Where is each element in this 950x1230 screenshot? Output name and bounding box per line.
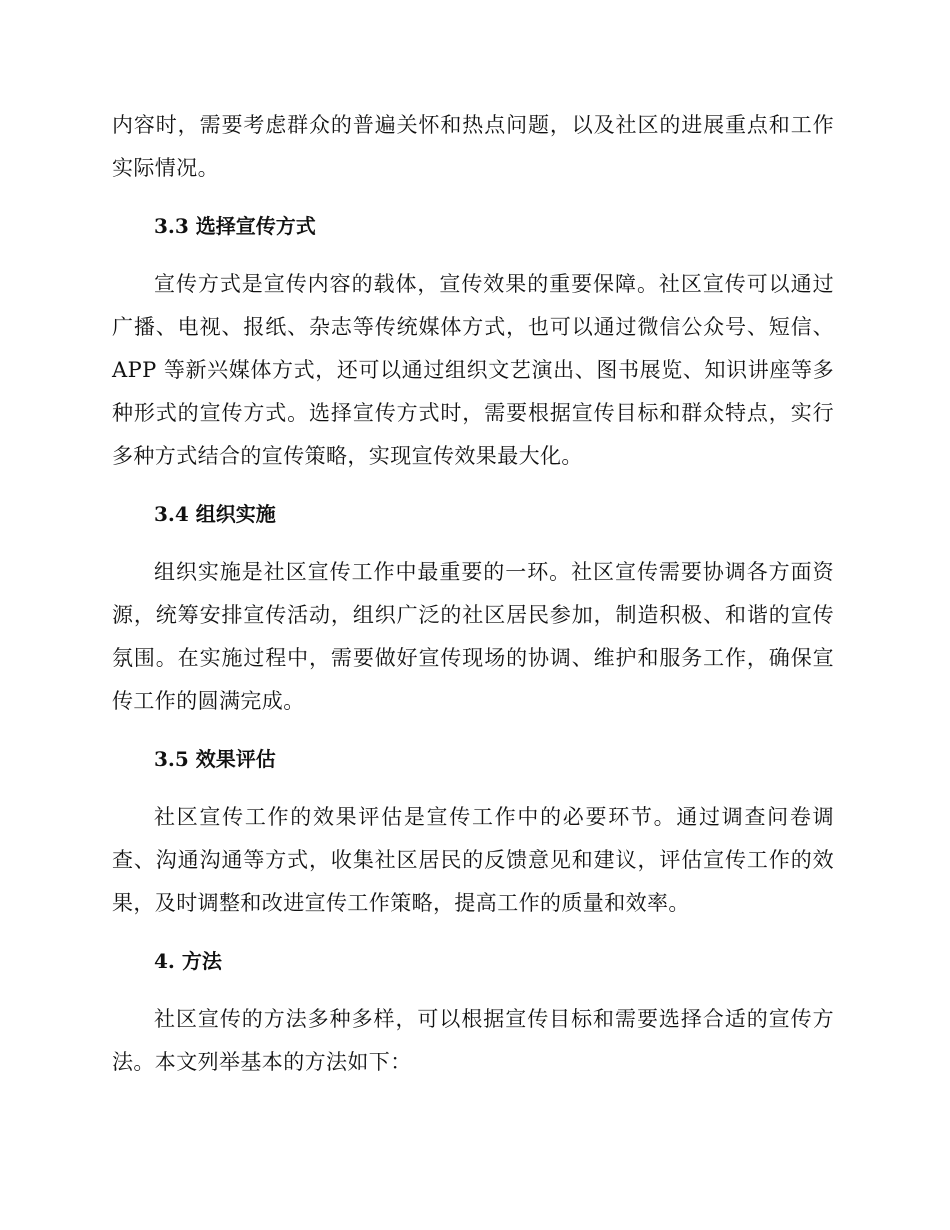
paragraph-3-4: 组织实施是社区宣传工作中最重要的一环。社区宣传需要协调各方面资源，统筹安排宣传活动，组织广泛的社区居民参加，制造积极、和谐的宣传氛围。在实施过程中，需要做好宣传现场的协调、维护和服务工作，确保宣传工作的圆满完成。 <box>112 560 834 713</box>
section-heading-3-3: 3.3 选择宣传方式 <box>154 214 316 238</box>
paragraph-3-3: 宣传方式是宣传内容的载体，宣传效果的重要保障。社区宣传可以通过广播、电视、报纸、杂志等传统媒体方式，也可以通过微信公众号、短信、APP 等新兴媒体方式，还可以通过组织文艺演出、图书展览、知识讲座等多种形式的宣传方式。选择宣传方式时，需要根据宣传目标和群众特点，实行多种方式结合的宣传策略，实现宣传效果最大化。 <box>112 272 834 468</box>
section-heading-3-4: 3.4 组织实施 <box>154 502 276 526</box>
section-heading-3-5: 3.5 效果评估 <box>154 747 276 771</box>
paragraph-4: 社区宣传的方法多种多样，可以根据宣传目标和需要选择合适的宣传方法。本文列举基本的方法如下： <box>112 1007 834 1074</box>
document-page <box>112 104 834 1084</box>
paragraph-intro-continued: 内容时，需要考虑群众的普遍关怀和热点问题，以及社区的进展重点和工作实际情况。 <box>112 113 834 180</box>
section-heading-4: 4. 方法 <box>154 949 222 973</box>
paragraph-3-5: 社区宣传工作的效果评估是宣传工作中的必要环节。通过调查问卷调查、沟通沟通等方式，收集社区居民的反馈意见和建议，评估宣传工作的效果，及时调整和改进宣传工作策略，提高工作的质量和效率。 <box>112 805 834 915</box>
